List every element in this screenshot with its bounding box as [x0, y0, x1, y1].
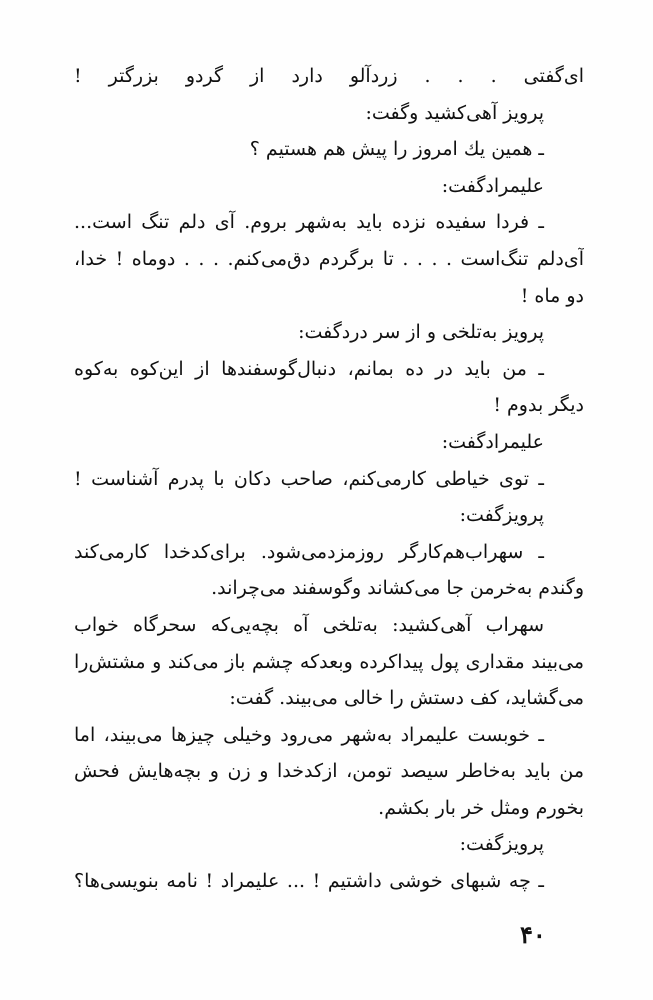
text-line: می‌بیند مقداری پول پیداکرده وبعدکه چشم باز می‌کند و مشتش‌را — [74, 650, 584, 673]
text-line: ـ چه شبهای خوشی داشتیم ! ... علیمراد ! نامه بنویسی‌ها؟ — [74, 870, 544, 893]
text-line: ـ فردا سفیده نزده باید به‌شهر بروم. آی دلم تنگ است... — [74, 211, 544, 234]
text-line: وگندم به‌خرمن جا می‌کشاند وگوسفند می‌چراند. — [211, 577, 584, 600]
text-line: ـ همین یك امروز را پیش هم هستیم ؟ — [249, 138, 544, 161]
text-line: آی‌دلم تنگ‌است . . . . تا برگردم دق‌می‌کنم. . . . دوماه ! خدا، — [74, 247, 584, 270]
text-line: پرویز آهی‌کشید وگفت: — [365, 101, 544, 124]
text-line: علیمرادگفت: — [441, 430, 544, 453]
text-line: پرویز به‌تلخی و از سر دردگفت: — [298, 321, 544, 344]
text-line: ـ توی خیاطی کارمی‌کنم، صاحب دکان با پدرم آشناست ! — [74, 467, 544, 490]
text-line: ـ خوبست علیمراد به‌شهر می‌رود وخیلی چیزها می‌بیند، اما — [74, 723, 544, 746]
page-number: ۴۰ — [520, 920, 546, 949]
body-text — [74, 58, 584, 900]
text-line: من باید به‌خاطر سیصد تومن، ازکدخدا و زن و بچه‌هایش فحش — [74, 760, 584, 783]
text-line: دو ماه ! — [520, 284, 584, 307]
text-line: ـ من باید در ده بمانم، دنبال‌گوسفندها از این‌کوه به‌کوه — [74, 357, 544, 380]
text-line: پرویزگفت: — [459, 833, 544, 856]
text-line: می‌گشاید، کف دستش را خالی می‌بیند. گفت: — [229, 687, 584, 710]
text-line: سهراب آهی‌کشید: به‌تلخی آه بچه‌یی‌که سحرگاه خواب — [74, 613, 544, 636]
text-line: پرویزگفت: — [459, 504, 544, 527]
text-line: ـ سهراب‌هم‌کارگر روزمزدمی‌شود. برای‌کدخدا کارمی‌کند — [74, 540, 544, 563]
text-line: علیمرادگفت: — [441, 174, 544, 197]
text-line: دیگر بدوم ! — [493, 394, 584, 417]
text-line: ای‌گفتی . . . زردآلو دارد از گردو بزرگتر ! — [74, 65, 584, 87]
text-line: بخورم ومثل خر بار بکشم. — [378, 796, 584, 819]
